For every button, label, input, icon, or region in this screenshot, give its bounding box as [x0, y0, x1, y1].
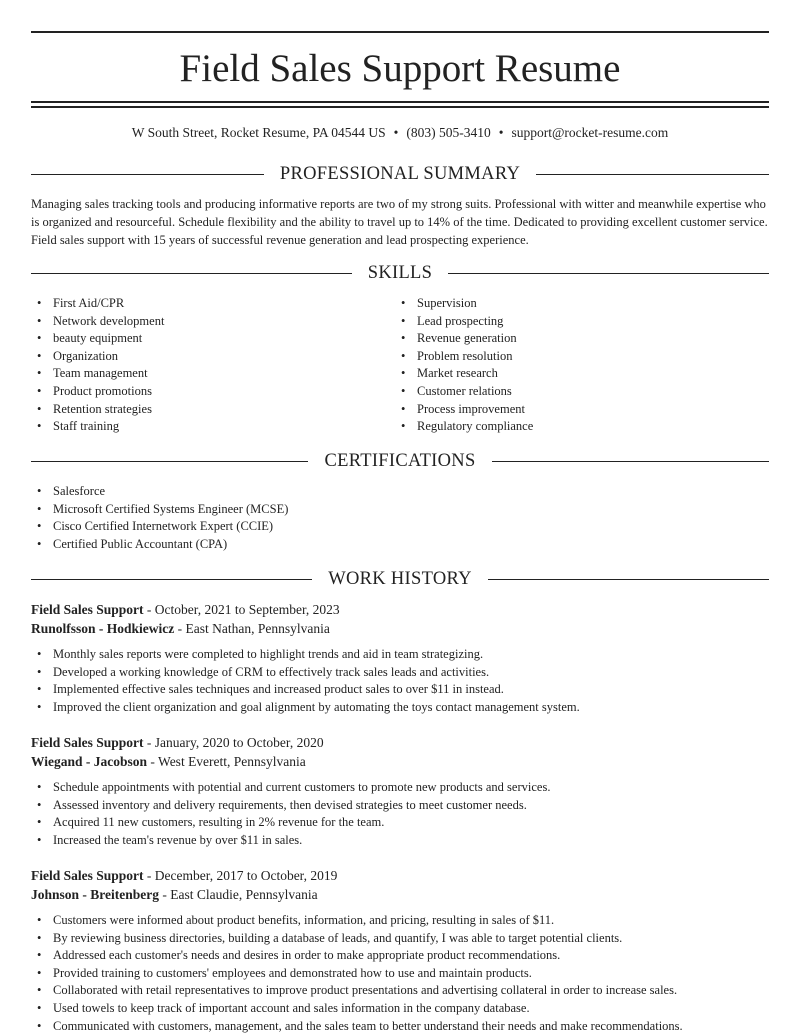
- title-double-rule: [31, 101, 769, 108]
- job-dates: - January, 2020 to October, 2020: [143, 735, 324, 750]
- certification-item: • Certified Public Accountant (CPA): [31, 536, 769, 554]
- job-title: Field Sales Support: [31, 602, 144, 617]
- summary-heading-row: [31, 163, 769, 185]
- skills-heading-row: [31, 262, 769, 284]
- skill-item: • Revenue generation: [395, 330, 769, 348]
- job-entry: [31, 733, 769, 849]
- job-company-line: [31, 752, 769, 771]
- certifications-list: [31, 483, 769, 553]
- skill-item: • beauty equipment: [31, 330, 391, 348]
- job-bullet: • Improved the client organization and goal alignment by automating the toys contact management system.: [31, 699, 769, 717]
- contact-phone[interactable]: (803) 505-3410: [406, 125, 491, 140]
- job-bullet: • Acquired 11 new customers, resulting in 2% revenue for the team.: [31, 814, 769, 832]
- heading-rule-left: [31, 174, 264, 175]
- job-bullets: [31, 779, 769, 849]
- job-dates: - December, 2017 to October, 2019: [143, 868, 338, 883]
- skill-item: • First Aid/CPR: [31, 295, 391, 313]
- job-bullet: • Implemented effective sales techniques and increased product sales to over $11 in instead.: [31, 681, 769, 699]
- heading-rule-right: [448, 273, 769, 274]
- job-location: - East Nathan, Pennsylvania: [174, 621, 330, 636]
- certifications-heading: CERTIFICATIONS: [324, 451, 476, 471]
- contact-separator: •: [498, 125, 504, 140]
- job-bullet: • Schedule appointments with potential and current customers to promote new products and services.: [31, 779, 769, 797]
- contact-line: [31, 124, 769, 142]
- job-company-line: [31, 619, 769, 638]
- skill-item: • Organization: [31, 348, 391, 366]
- summary-heading: PROFESSIONAL SUMMARY: [279, 164, 521, 184]
- job-bullet: • Customers were informed about product benefits, information, and pricing, resulting in sales of $11.: [31, 912, 769, 930]
- job-title-line: [31, 866, 769, 885]
- heading-rule-right: [488, 579, 769, 580]
- job-bullet: • Developed a working knowledge of CRM to effectively track sales leads and activities.: [31, 664, 769, 682]
- job-bullets: [31, 912, 769, 1035]
- certification-item: • Microsoft Certified Systems Engineer (MCSE): [31, 501, 769, 519]
- skill-item: • Customer relations: [395, 383, 769, 401]
- job-entry: [31, 600, 769, 716]
- skills-list-left: [31, 295, 391, 436]
- job-bullet: • Addressed each customer's needs and desires in order to make appropriate product recommendations.: [31, 947, 769, 965]
- skill-item: • Retention strategies: [31, 401, 391, 419]
- job-bullet: • Collaborated with retail representatives to improve product presentations and advertising collateral in order to increase sales.: [31, 982, 769, 1000]
- skill-item: • Team management: [31, 365, 391, 383]
- certifications-heading-row: [31, 450, 769, 472]
- job-location: - West Everett, Pennsylvania: [147, 754, 306, 769]
- job-bullet: • Monthly sales reports were completed to highlight trends and aid in team strategizing.: [31, 646, 769, 664]
- skills-heading: SKILLS: [367, 263, 433, 283]
- heading-rule-left: [31, 273, 352, 274]
- certification-item: • Salesforce: [31, 483, 769, 501]
- job-company: Johnson - Breitenberg: [31, 887, 160, 902]
- skill-item: • Problem resolution: [395, 348, 769, 366]
- job-company: Wiegand - Jacobson: [31, 754, 148, 769]
- top-rule: [31, 31, 769, 33]
- job-company: Runolfsson - Hodkiewicz: [31, 621, 175, 636]
- work-heading: WORK HISTORY: [328, 569, 472, 589]
- skill-item: • Lead prospecting: [395, 313, 769, 331]
- skill-item: • Process improvement: [395, 401, 769, 419]
- job-title: Field Sales Support: [31, 735, 144, 750]
- skill-item: • Product promotions: [31, 383, 391, 401]
- job-bullets: [31, 646, 769, 716]
- certification-item: • Cisco Certified Internetwork Expert (CCIE): [31, 518, 769, 536]
- job-bullet: • Increased the team's revenue by over $11 in sales.: [31, 832, 769, 850]
- job-location: - East Claudie, Pennsylvania: [159, 887, 318, 902]
- skill-item: • Supervision: [395, 295, 769, 313]
- job-title-line: [31, 733, 769, 752]
- job-bullet: • Communicated with customers, management, and the sales team to better understand their needs and make recommendations.: [31, 1018, 769, 1035]
- contact-separator: •: [393, 125, 399, 140]
- heading-rule-right: [492, 461, 769, 462]
- skill-item: • Market research: [395, 365, 769, 383]
- job-bullet: • Assessed inventory and delivery requirements, then devised strategies to meet customer needs.: [31, 797, 769, 815]
- job-entry: [31, 866, 769, 1035]
- heading-rule-left: [31, 579, 312, 580]
- summary-text: Managing sales tracking tools and producing informative reports are two of my strong suits. Professional with witter and meanwhile expertise who is organized and resourceful. Schedule flexibility and the ability to travel up to 14% of the time. Dedicated to providing excellent customer service. Field sales support with 15 years of successful revenue generation and lead prospecting experience.: [31, 197, 768, 247]
- skill-item: • Staff training: [31, 418, 391, 436]
- heading-rule-left: [31, 461, 308, 462]
- job-bullet: • Used towels to keep track of important account and sales information in the company database.: [31, 1000, 769, 1018]
- skills-list-right: [395, 295, 769, 436]
- skill-item: • Regulatory compliance: [395, 418, 769, 436]
- skill-item: • Network development: [31, 313, 391, 331]
- job-title-line: [31, 600, 769, 619]
- job-company-line: [31, 885, 769, 904]
- heading-rule-right: [536, 174, 769, 175]
- contact-email[interactable]: support@rocket-resume.com: [511, 125, 669, 140]
- resume-title: Field Sales Support Resume: [179, 47, 621, 90]
- contact-address: W South Street, Rocket Resume, PA 04544 US: [131, 125, 386, 140]
- work-heading-row: [31, 568, 769, 590]
- job-title: Field Sales Support: [31, 868, 144, 883]
- job-bullet: • By reviewing business directories, building a database of leads, and quantify, I was able to target potential clients.: [31, 930, 769, 948]
- job-bullet: • Provided training to customers' employees and demonstrated how to use and maintain products.: [31, 965, 769, 983]
- job-dates: - October, 2021 to September, 2023: [143, 602, 340, 617]
